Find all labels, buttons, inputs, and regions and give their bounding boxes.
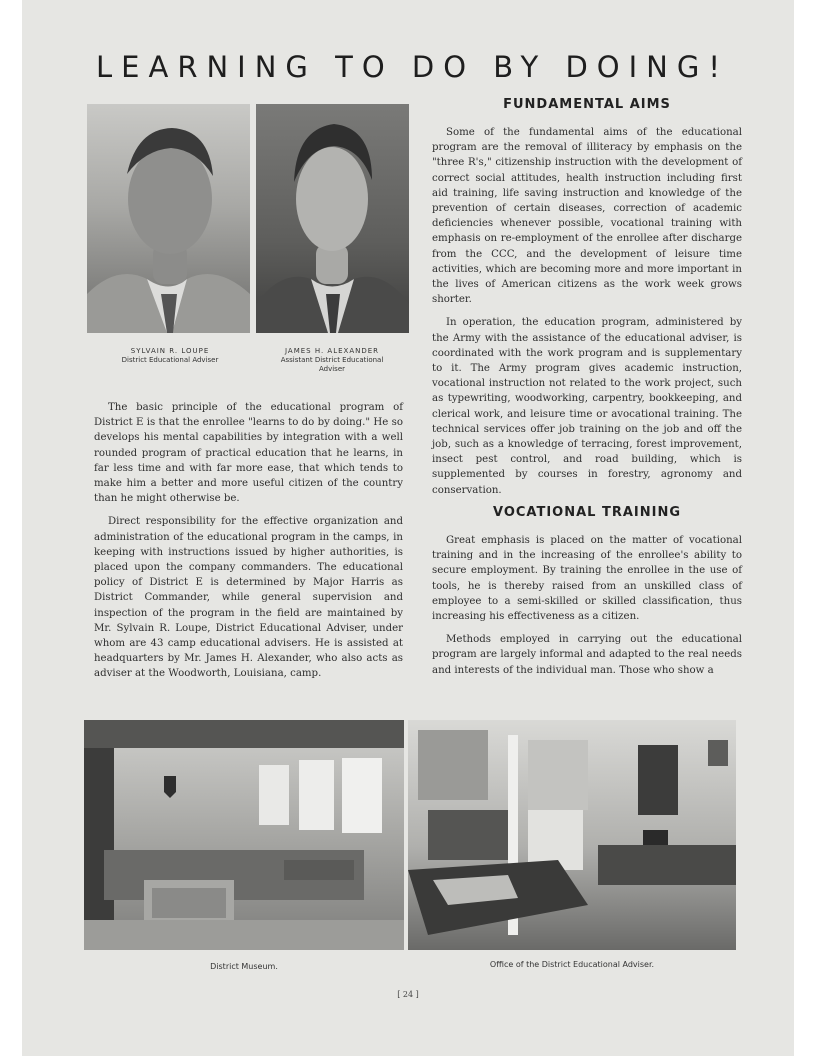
page-title: LEARNING TO DO BY DOING! bbox=[96, 50, 729, 84]
portrait-caption-alexander bbox=[272, 347, 392, 374]
portrait-role: Assistant District Educational Adviser bbox=[280, 356, 384, 373]
vocational-training-text bbox=[432, 533, 742, 686]
left-column-text bbox=[94, 400, 403, 690]
section-heading-fundamental-aims: FUNDAMENTAL AIMS bbox=[503, 97, 671, 112]
paragraph: The basic principle of the educational program of District E is that the enrollee "learns to do by doing." He so develops his mental capabilities by integration with a well rounded program of practical education that he learns, in far less time and with far more ease, that which tends to make him a better and more useful citizen of the country than he might otherwise be. bbox=[94, 402, 403, 505]
paragraph: Great emphasis is placed on the matter of vocational training and in the increasing of the enrollee's ability to secure employment. By training the enrollee in the use of tools, he is thereby raised from an unskilled class of employee to a semi-skilled or skilled classification, thus increasing his effectiveness as a citizen. bbox=[432, 535, 742, 623]
portrait-photo-alexander bbox=[256, 104, 409, 333]
office-photo-caption: Office of the District Educational Adviser. bbox=[489, 960, 655, 969]
museum-photo-caption: District Museum. bbox=[210, 962, 278, 971]
adviser-office-photo bbox=[408, 720, 736, 950]
page-number: [ 24 ] bbox=[397, 990, 419, 999]
portrait-role: District Educational Adviser bbox=[121, 356, 219, 364]
paragraph: In operation, the education program, administered by the Army with the assistance of the educational adviser, is coordinated with the work program and is supplementary to it. The Army program gives academic instruction, vocational instruction not related to the work project, such as typewriting, woodworking, carpentry, bookkeeping, and clerical work, and leisure time or avocational training. The technical services offer job training on the job and off the job, such as a knowledge of terracing, forest improvement, insect pest control, and road building, which is supplemented by courses in forestry, agronomy and conservation. bbox=[432, 317, 742, 496]
district-museum-photo bbox=[84, 720, 404, 950]
section-heading-vocational-training: VOCATIONAL TRAINING bbox=[492, 505, 682, 520]
paragraph: Some of the fundamental aims of the educational program are the removal of illiteracy by emphasis on the "three R's," citizenship instruction with the development of correct social attitudes, health instruction including first aid training, life saving instruction and knowledge of the prevention of certain diseases, correction of academic deficiencies whenever possible, vocational training with emphasis on re-employment of the enrollee after discharge from the CCC, and the development of leisure time activities, which are becoming more and more important in the lives of American citizens as the work week grows shorter. bbox=[432, 127, 742, 306]
portrait-name: SYLVAIN R. LOUPE bbox=[130, 347, 210, 355]
portrait-caption-loupe bbox=[100, 347, 240, 365]
paragraph: Methods employed in carrying out the educational program are largely informal and adapted to the real needs and interests of the individual man. Those who show a bbox=[432, 634, 742, 676]
portrait-name: JAMES H. ALEXANDER bbox=[284, 347, 380, 355]
paragraph: Direct responsibility for the effective organization and administration of the educational program in the camps, in keeping with instructions issued by higher authorities, is placed upon the company commanders. The educational policy of District E is determined by Major Harris as District Commander, while general supervision and inspection of the program in the field are maintained by Mr. Sylvain R. Loupe, District Educational Adviser, under whom are 43 camp educational advisers. He is assisted at headquarters by Mr. James H. Alexander, who also acts as adviser at the Woodworth, Louisiana, camp. bbox=[94, 516, 403, 680]
fundamental-aims-text bbox=[432, 125, 742, 506]
portrait-photo-loupe bbox=[87, 104, 250, 333]
